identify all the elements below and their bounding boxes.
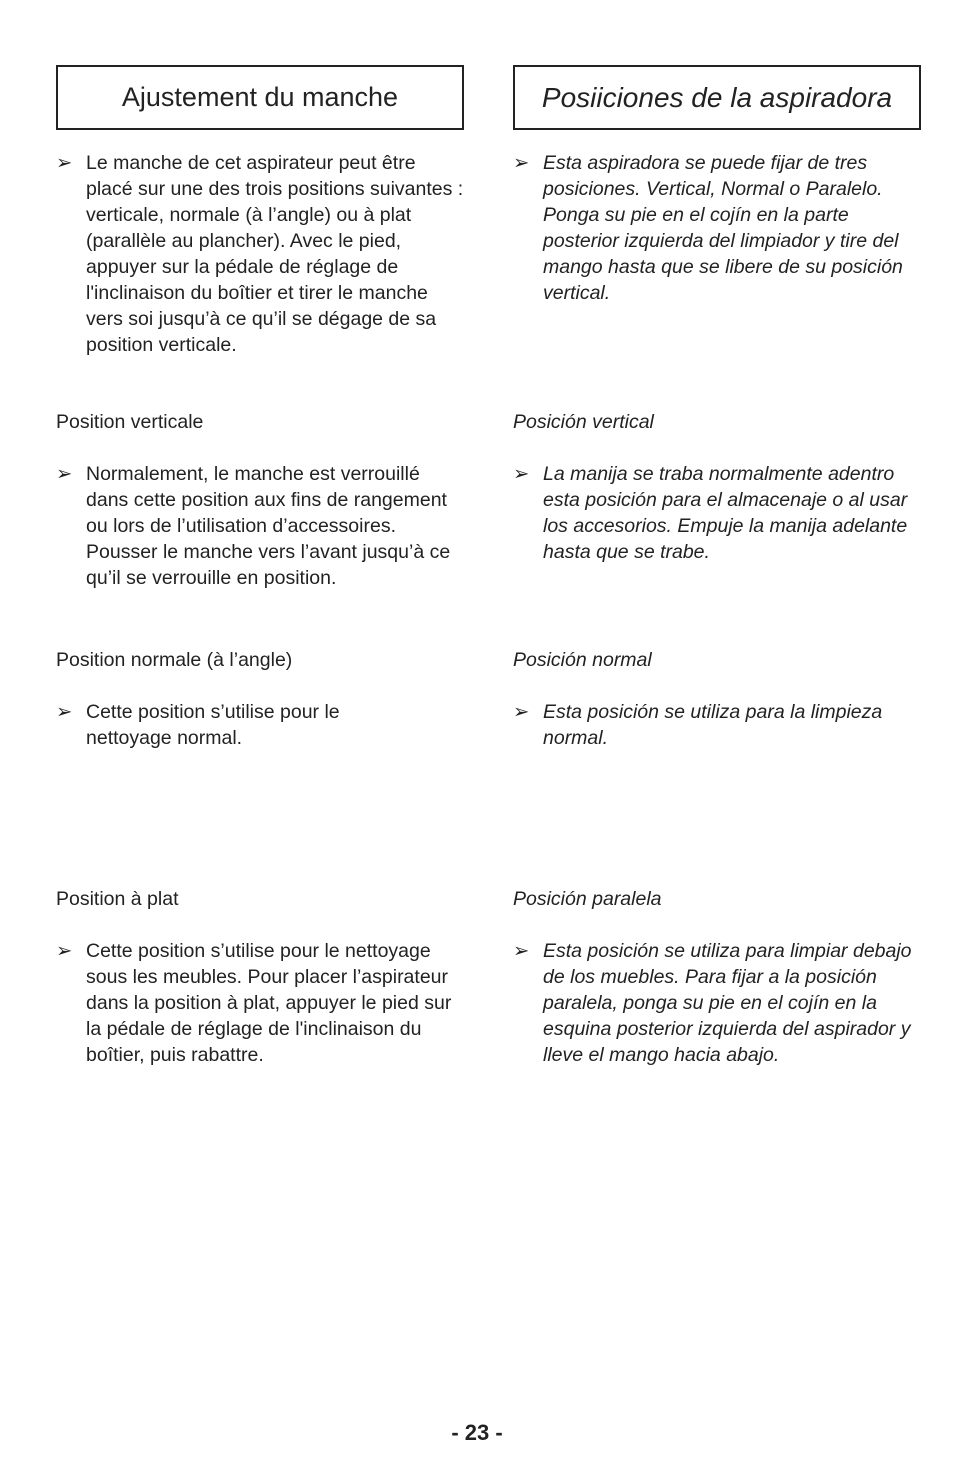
french-vertical-text: Normalement, le manche est verrouillé dans cette position aux fins de rangement ou lors de l’utilisation d’accessoires. Pousser le manche vers l’avant jusqu’à ce qu’il se verrouille en position. (86, 463, 451, 589)
bullet-arrow-icon: ➢ (56, 940, 73, 962)
spanish-vertical-item (513, 461, 921, 565)
spanish-intro-item (513, 150, 921, 306)
french-vertical-item (56, 461, 464, 591)
spanish-normal-heading: Posición normal (513, 649, 652, 671)
spanish-vertical-text: La manija se traba normalmente adentro esta posición para el almacenaje o al usar los accesorios. Empuje la manija adelante hasta que se trabe. (543, 463, 908, 563)
page-number: - 23 - (451, 1420, 503, 1445)
spanish-vertical-heading: Posición vertical (513, 411, 654, 433)
french-normal-item (56, 699, 464, 751)
spanish-flat-text: Esta posición se utiliza para limpiar debajo de los muebles. Para fijar a la posición paralela, ponga su pie en el cojín en la esquina posterior izquierda del aspirador y lleve el mango hacia abajo. (543, 940, 912, 1066)
spanish-intro-text: Esta aspiradora se puede fijar de tres posiciones. Vertical, Normal o Paralelo. Ponga su pie en el cojín en la parte posterior izquierda del limpiador y tire del mango hasta que se libere de su posición vertical. (543, 152, 903, 304)
french-flat-heading: Position à plat (56, 888, 179, 910)
french-vertical-heading: Position verticale (56, 411, 204, 433)
french-intro-text: Le manche de cet aspirateur peut être placé sur une des trois positions suivantes : verticale, normale (à l’angle) ou à plat (parallèle au plancher). Avec le pied, appuyer sur la pédale de réglage de l'inclinaison du boîtier et tirer le manche vers soi jusqu’à ce qu’il se dégage de sa position verticale. (86, 152, 464, 356)
spanish-title: Posiiciones de la aspiradora (513, 65, 921, 130)
bullet-arrow-icon: ➢ (513, 940, 530, 962)
spanish-flat-heading: Posición paralela (513, 888, 662, 910)
bullet-arrow-icon: ➢ (56, 463, 73, 485)
bullet-arrow-icon: ➢ (513, 701, 530, 723)
french-title: Ajustement du manche (56, 65, 464, 130)
spanish-flat-item (513, 938, 921, 1068)
french-flat-item (56, 938, 464, 1068)
spanish-normal-item (513, 699, 921, 751)
spanish-normal-text: Esta posición se utiliza para la limpieza normal. (543, 701, 883, 749)
french-normal-heading: Position normale (à l’angle) (56, 649, 293, 671)
bullet-arrow-icon: ➢ (513, 152, 530, 174)
bullet-arrow-icon: ➢ (513, 463, 530, 485)
french-intro-item (56, 150, 464, 358)
bullet-arrow-icon: ➢ (56, 701, 73, 723)
french-flat-text: Cette position s’utilise pour le nettoyage sous les meubles. Pour placer l’aspirateur dans la position à plat, appuyer le pied sur la pédale de réglage de l'inclinaison du boîtier, puis rabattre. (86, 940, 452, 1066)
french-normal-text: Cette position s’utilise pour le nettoyage normal. (86, 701, 340, 749)
bullet-arrow-icon: ➢ (56, 152, 73, 174)
